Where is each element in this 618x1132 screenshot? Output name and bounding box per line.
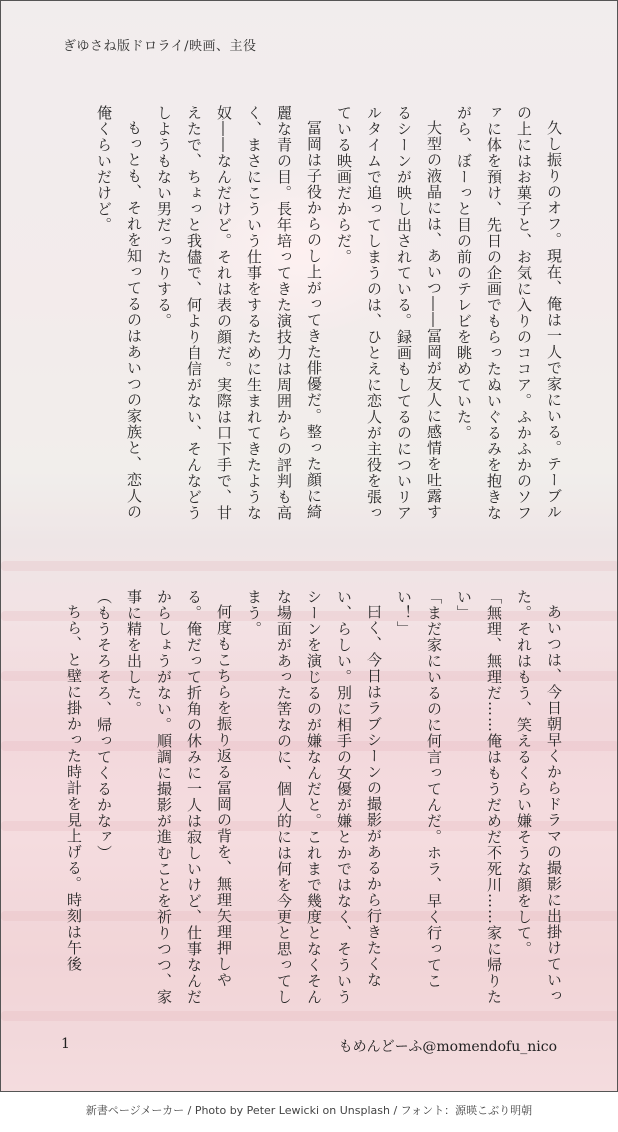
page-header-title: ぎゆさね版ドロライ/映画、主役 — [63, 39, 257, 54]
text-column-bottom — [59, 589, 569, 1009]
inner-thought-line: （もうそろそろ、帰ってくるかなァ） — [95, 589, 113, 861]
paragraph: あいつは、今日朝早くからドラマの撮影に出掛けていった。それはもう、笑えるくらい嫌そうな顔をして。 — [515, 589, 563, 1004]
paragraph: もっとも、それを知ってるのはあいつの家族と、恋人の俺くらいだけど。 — [95, 105, 143, 520]
paragraph: 久し振りのオフ。現在、俺は一人で家にいる。テーブルの上にはお菓子と、お気に入りのココア。ふかふかのソファに体を預け、先日の企画でもらったぬいぐるみを抱きながら、ぼーっと目の前のテレビを眺めていた。 — [455, 105, 563, 521]
author-handle: もめんどーふ@momendofu_nico — [338, 1039, 557, 1055]
paragraph: 冨岡は子役からのし上がってきた俳優だ。整った顔に綺麗な青の目。長年培ってきた演技力は周囲からの評判も高く、まさにこういう仕事をするために生まれてきたような奴――なんだけど。それは表の顔だ。実際は口下手で、甘えたで、ちょっと我儘で、何より自信がない、そんなどうしようもない男だったりする。 — [155, 105, 323, 521]
page-number: 1 — [61, 1036, 70, 1052]
dialogue-line: 「無理、無理だ……俺はもうだめだ不死川……家に帰りたい」 — [455, 589, 503, 1005]
credit-line: 新書ページメーカー / Photo by Peter Lewicki on Unsplash / フォント：源暎こぶり明朝 — [85, 1104, 533, 1117]
paragraph: 大型の液晶には、あいつ――冨岡が友人に感情を吐露するシーンが映し出されている。録画もしてるのについリアルタイムで追ってしまうのは、ひとえに恋人が主役を張っている映画だからだ。 — [335, 105, 443, 521]
paragraph: 曰く、今日はラブシーンの撮影があるから行きたくない、らしい。別に相手の女優が嫌とかではなく、そういうシーンを演じるのが嫌なんだと。これまで幾度となくそんな場面があった筈なのに、個人的には何を今更と思ってしまう。 — [245, 589, 383, 1005]
dialogue-line: 「まだ家にいるのに何言ってんだ。ホラ、早く行ってこい！」 — [395, 589, 443, 989]
paragraph: 何度もこちらを振り返る冨岡の背を、無理矢理押しやる。俺だって折角の休みに一人は寂しいけど、仕事なんだからしょうがない。順調に撮影が進むことを祈りつつ、家事に精を出した。 — [125, 589, 233, 1005]
paragraph: ちら、と壁に掛かった時計を見上げる。時刻は午後 — [65, 604, 83, 972]
text-column-top — [59, 105, 569, 525]
